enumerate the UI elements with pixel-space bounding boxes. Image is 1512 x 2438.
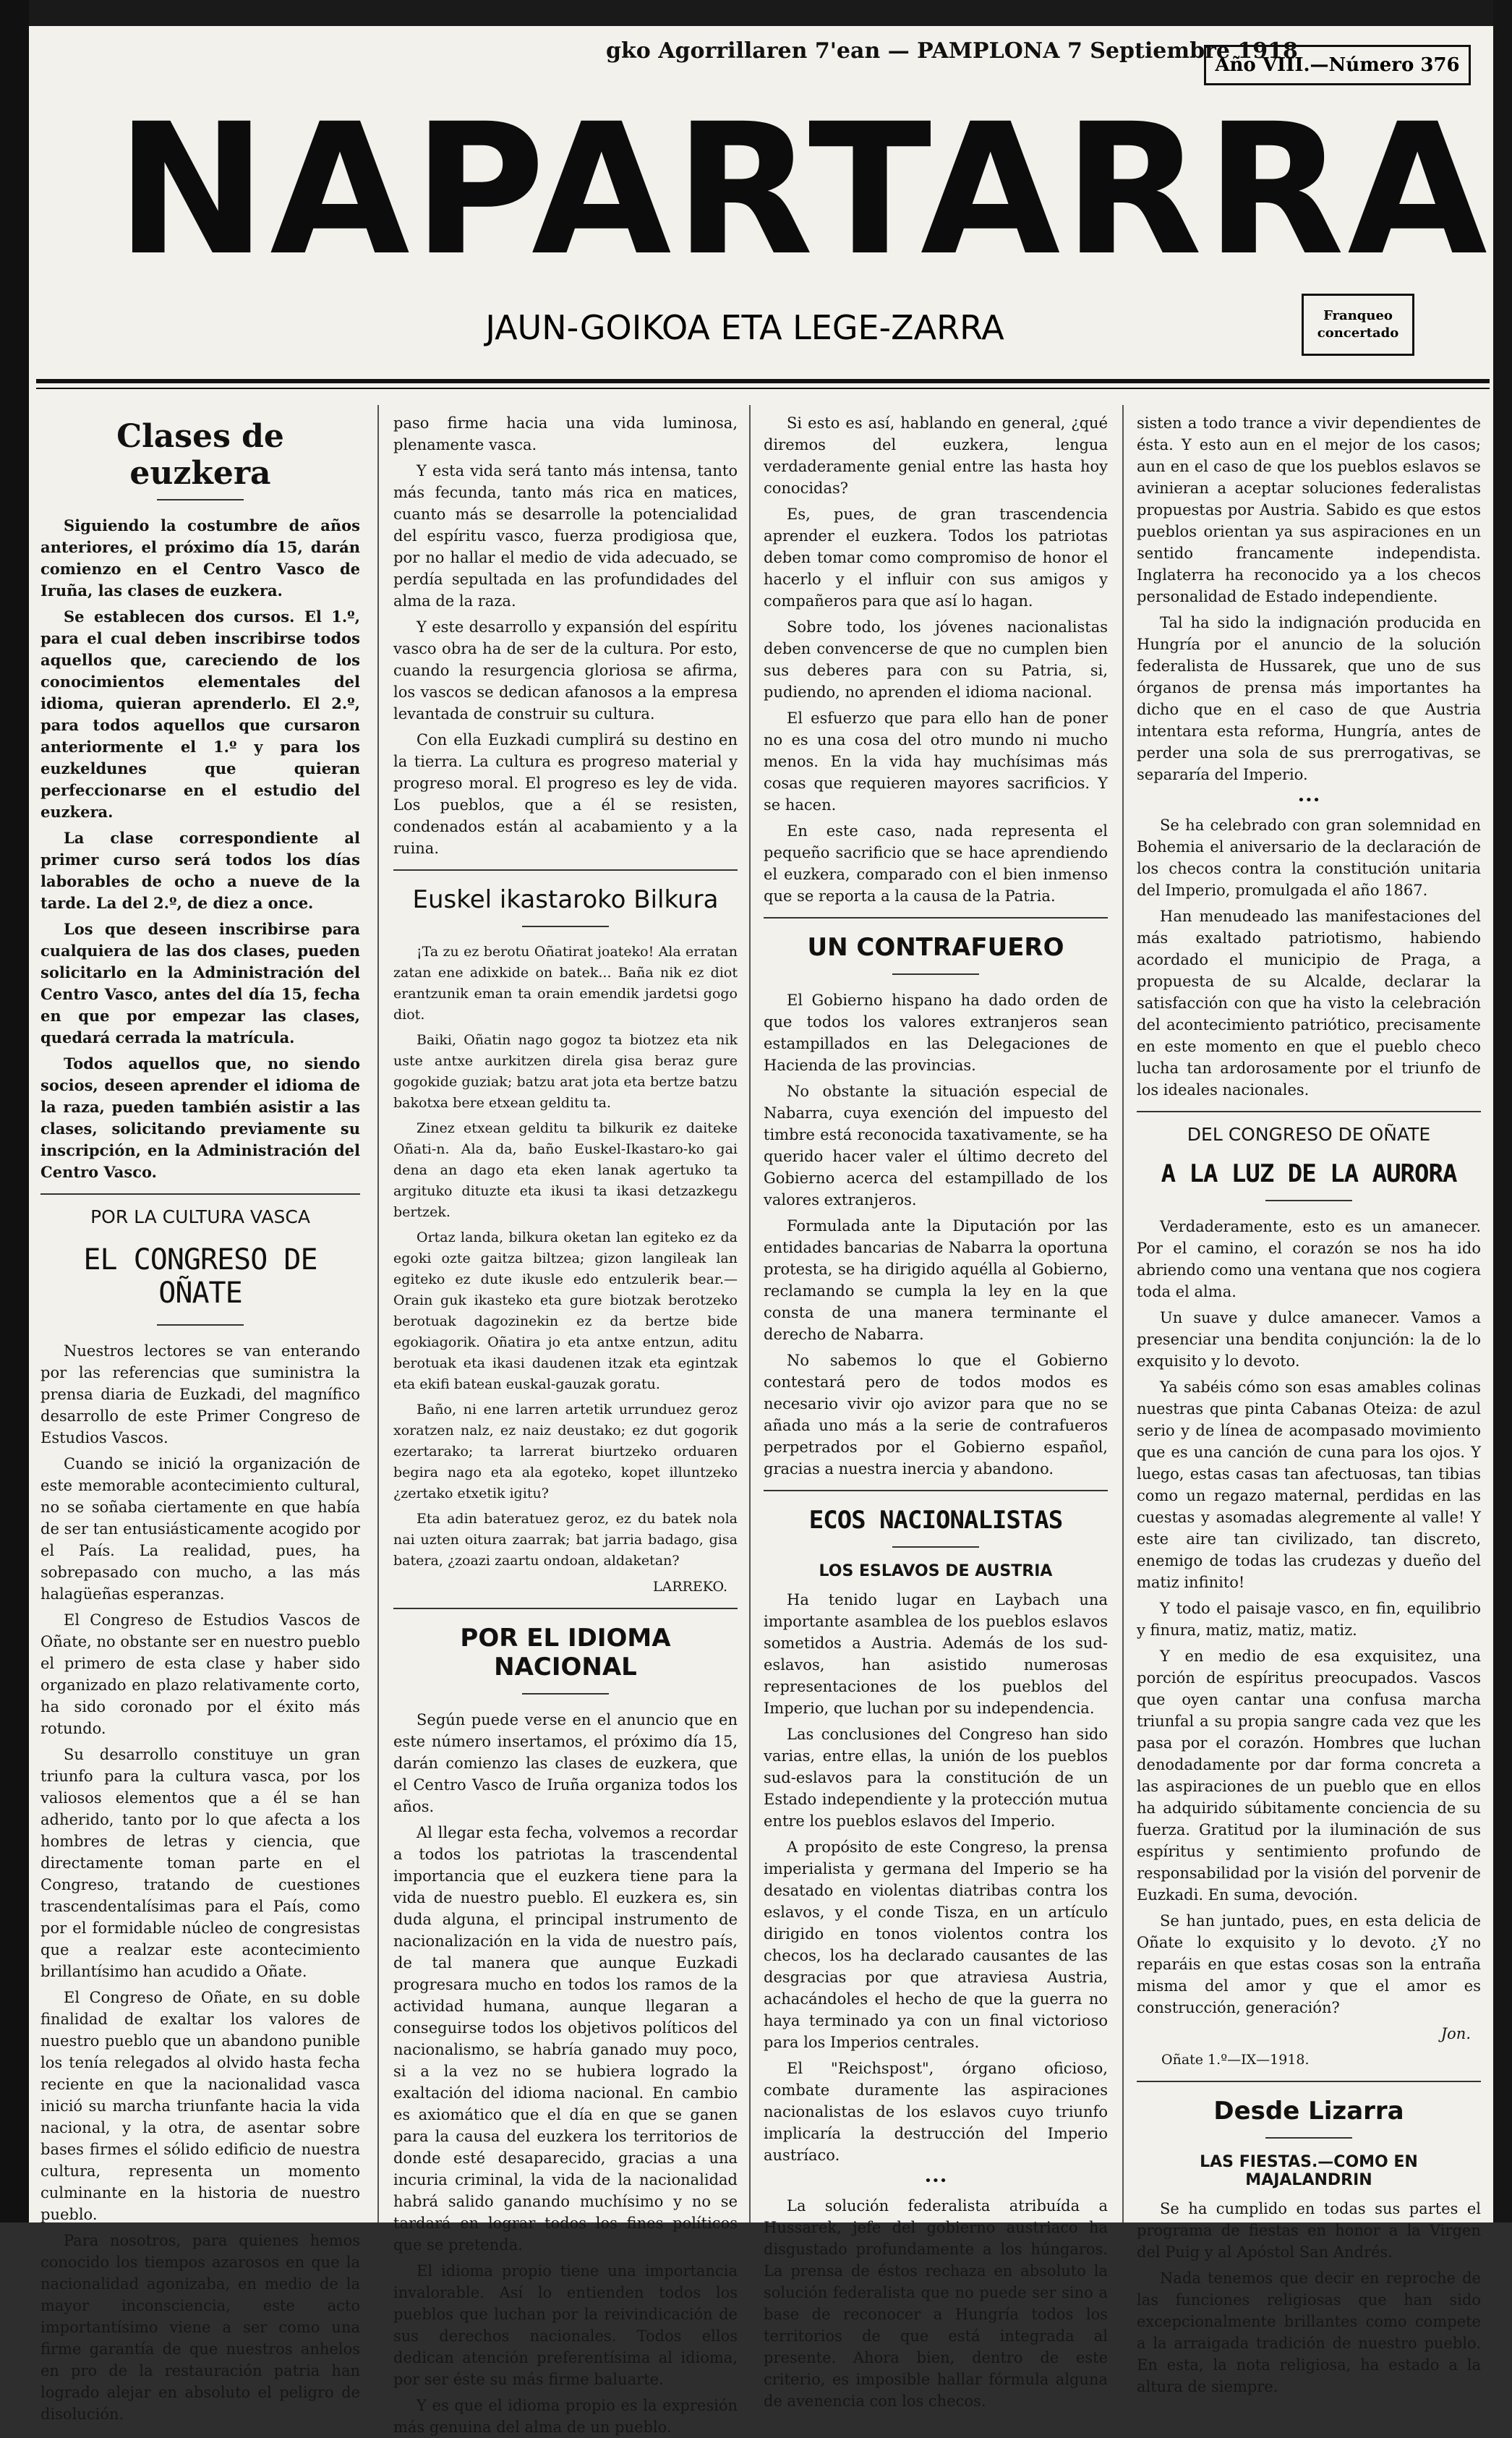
paragraph: Un suave y dulce amanecer. Vamos a presenciar una bendita conjunción: la de lo exquisito y lo devoto. [1137, 1309, 1481, 1370]
paragraph: El Congreso de Estudios Vascos de Oñate, no obstante ser en nuestro pueblo el primero de esta clase y haber sido organizado en plazo relativamente corto, ha sido coronado por el éxito más rotundo. [40, 1611, 361, 1737]
paragraph: En este caso, nada representa el pequeño sacrificio que se hace aprendiendo el euzkera, comparado con el bien inmenso que se reporta a la causa de la Patria. [764, 822, 1108, 905]
paragraph: Al llegar esta fecha, volvemos a recordar a todos los patriotas la trascendental importancia que el euzkera tiene para la vida de nuestro pueblo. El euzkera es, sin duda alguna, el principal instrumento de nacionalización en la vida de nuestro país, de tal manera que aunque Euzkadi progresara mucho en todos los ramos de la actividad humana, aunque llegaran a conseguirse todos los objetivos políticos del nacionalismo, se habría ganado muy poco, si a la vez no se hubiera logrado la exaltación del idioma nacional. En cambio es axiomático que el día en que se ganen para la causa del euzkera los territorios de donde esté desaparecido, gracias a una incuria criminal, la vida de la nacionalidad habrá salido ganando muchísimo y no se tardará en lograr todos los fines políticos que se pretenda. [393, 1824, 738, 2254]
column-4 [1137, 412, 1481, 2395]
paragraph: Siguiendo la costumbre de años anteriores, el próximo día 15, darán comienzo en el Centro Vasco de Iruña, las clases de euzkera. [40, 516, 360, 600]
article-title-clases: Clases de euzkera [116, 418, 284, 492]
column-2 [393, 412, 738, 2436]
title-rule [1265, 1200, 1352, 1201]
paragraph: Verdaderamente, esto es un amanecer. Por el camino, el corazón se nos ha ido abriendo como una ventana que nos cogiera toda el alma. [1137, 1218, 1481, 1300]
paragraph: Tal ha sido la indignación producida en Hungría por el anuncio de la solución federalista de Hussarek, que uno de sus órganos de prensa más importantes ha dicho que en el caso de que Austria intentara esta reforma, Hungría, antes de perder una sola de sus prerrogativas, se separaría del Imperio. [1137, 614, 1481, 783]
paragraph: A propósito de este Congreso, la prensa imperialista y germana del Imperio se ha desatado en violentas diatribas contra los eslavos, y el conde Tisza, en un artículo dirigido en tonos violentos contra los checos, los ha declarado causantes de las desgracias por que atraviesa Austria, achacándoles el hecho de que la guerra no haya terminado ya con un final victorioso para los Imperios centrales. [764, 1838, 1108, 2051]
title-rule [522, 1693, 609, 1695]
paragraph: El idioma propio tiene una importancia invalorable. Así lo entienden todos los pueblos que luchan por la reivindicación de sus derechos nacionales. Todos ellos dedican atención preferentísima al idioma, por ser éste su más firme baluarte. [393, 2262, 738, 2388]
paragraph: Se ha celebrado con gran solemnidad en Bohemia el aniversario de la declaración de los checos contra la constitución unitaria del Imperio, promulgada el año 1867. [1137, 817, 1481, 899]
paragraph: La clase correspondiente al primer curso será todos los días laborables de ocho a nueve de la tarde. La del 2.º, de diez a once. [40, 829, 360, 912]
paragraph: Nada tenemos que decir en reproche de las funciones religiosas que han sido excepcionalmente brillantes como compete a la arraigada tradición de nuestro pueblo. En esta, la nota religiosa, ha estado a la altura de siempre. [1137, 2269, 1481, 2395]
section-rule [40, 1193, 360, 1195]
paragraph: Si esto es así, hablando en general, ¿qué diremos del euzkera, lengua verdaderamente genial entre las hasta hoy conocidas? [764, 414, 1108, 497]
paragraph: Ha tenido lugar en Laybach una importante asamblea de los pueblos eslavos sometidos a Austria. Además de los sud-eslavos, han asistido numerosas representaciones de los pueblos del Imperio, que luchan por su independencia. [764, 1591, 1108, 1717]
paragraph: Y esta vida será tanto más intensa, tanto más fecunda, tanto más rica en matices, cuanto más se desarrolle la potencialidad del espíritu vasco, fuerza prodigiosa que, por no hallar el medio de vida adecuado, se perdía sepultada en las profundidades del alma de la raza. [393, 462, 738, 610]
paragraph: Y en medio de esa exquisitez, una porción de espíritus preocupados. Vascos que oyen cantar una confusa marcha triunfal a su propia sangre cada vez que les pasa por el corazón. Hombres que luchan denodadamente por dar forma concreta a las aspiraciones de un pueblo que en ellos ha adquirido súbitamente conciencia de su fuerza. Gratitud por la iluminación de sus espíritus y sentimiento profundo de responsabilidad por la visión del porvenir de Euzkadi. En suma, devoción. [1137, 1648, 1481, 1904]
title-rule [1265, 2137, 1352, 2139]
title-rule [522, 926, 609, 927]
paragraph: sisten a todo trance a vivir dependientes de ésta. Y esto aun en el mejor de los casos; aun en el caso de que los pueblos eslavos se avinieran a aceptar soluciones federalistas propuestas por Austria. Sabido es que estos pueblos orientan ya sus aspiraciones en un sentido francamente independista. Inglaterra ha reconocido ya a los checos personalidad de Estado independiente. [1137, 414, 1481, 605]
paragraph: Cuando se inició la organización de este memorable acontecimiento cultural, no se soñaba ciertamente en que había de ser tan entusiásticamente acogido por el País. La realidad, pues, ha sobrepasado con mucho, a las más halagüeñas esperanzas. [40, 1455, 360, 1603]
paragraph: Ya sabéis cómo son esas amables colinas nuestras que pinta Cabanas Oteiza: de azul serio y de línea de acompasado movimiento que es una canción de cuna para los ojos. Y luego, estas casas tan afectuosas, tan tibias como un regazo maternal, perdidas en las cuestas y asomadas alegremente al valle! Y este aire tan civilizado, tan discreto, enemigo de todas las crudezas y dueño del matiz infinito! [1137, 1378, 1481, 1591]
paragraph: Zinez etxean gelditu ta bilkurik ez daiteke Oñati-n. Ala da, baño Euskel-Ikastaro-ko gai dena an dago eta eken lanak agertuko ta argituko dituzte eta ikusi ta ikasi detzazkegu bertzek. [393, 1120, 738, 1220]
paragraph: No obstante la situación especial de Nabarra, cuya exención del impuesto del timbre está reconocida taxativamente, se ha querido hacer valer el último decreto del Gobierno acerca del estampillado de los valores extranjeros. [764, 1083, 1108, 1209]
column-divider [749, 405, 751, 2222]
article-title-idioma: POR EL IDIOMA NACIONAL [460, 1624, 671, 1682]
section-label-cultura: POR LA CULTURA VASCA [90, 1206, 310, 1227]
paragraph: Con ella Euzkadi cumplirá su destino en la tierra. La cultura es progreso material y progreso moral. El progreso es ley de vida. Los pueblos, que a él se resisten, condenados están al acabamiento y a la ruina. [393, 731, 738, 857]
paragraph: El esfuerzo que para ello han de poner no es una cosa del otro mundo ni mucho menos. En la vida hay muchísimas más cosas que requieren mayores sacrificios. Y se hacen. [764, 709, 1108, 814]
article-date: Oñate 1.º—IX—1918. [1161, 2052, 1310, 2068]
section-rule [393, 869, 738, 871]
masthead-title: NAPARTARRA [116, 85, 1490, 295]
paragraph: La solución federalista atribuída a Hussarek, jefe del gobierno austriaco ha disgustado profundamente a los húngaros. La prensa de éstos rechaza en absoluto la solución federalista que no puede ser sino a base de reconocer a Hungría todos los territorios de que está integrada al presente. Ahora bien, dentro de este criterio, es imposible hallar fórmula alguna de avenencia con los checos. [764, 2197, 1108, 2410]
section-rule [764, 917, 1108, 918]
paragraph: ¡Ta zu ez berotu Oñatirat joateko! Ala erratan zatan ene adixkide on batek... Baña nik ez diot erantzunik eman ta orain emendik jardetsi gogo diot. [393, 944, 738, 1023]
article-title-bilkura: Euskel ikastaroko Bilkura [412, 885, 719, 914]
section-rule [764, 1490, 1108, 1491]
paragraph: Y es que el idioma propio es la expresión más genuina del alma de un pueblo. [393, 2397, 738, 2436]
column-1 [40, 412, 361, 2423]
separator-dots: ••• [924, 2173, 947, 2188]
paragraph: El "Reichspost", órgano oficioso, combate duramente las aspiraciones nacionalistas de los eslavos cuyo triunfo implicaría la destrucción del Imperio austríaco. [764, 2060, 1108, 2164]
paragraph: Baño, ni ene larren artetik urrunduez geroz xoratzen nalz, ez naiz deustako; ez dut gogorik ezertarako; ta larrerat biurtzeko orduaren begira nago eta ala egoteko, kopet illuntzeko ¿zertako etxetik igitu? [393, 1402, 738, 1501]
title-rule [892, 973, 979, 975]
scan-left-edge [0, 0, 29, 2222]
franqueo-box: Franqueo concertado [1302, 294, 1414, 356]
paragraph: Según puede verse en el anuncio que en este número insertamos, el próximo día 15, darán comienzo las clases de euzkera, que el Centro Vasco de Iruña organiza todos los años. [393, 1711, 738, 1815]
column-divider [377, 405, 379, 2222]
title-rule [157, 1324, 244, 1326]
paragraph: paso firme hacia una vida luminosa, plenamente vasca. [393, 414, 738, 453]
section-rule [1137, 2081, 1481, 2082]
paragraph: Se establecen dos cursos. El 1.º, para el cual deben inscribirse todos aquellos que, careciendo de los conocimientos elementales del idioma, quieran aprenderlo. El 2.º, para todos aquellos que cursaron anteriormente el 1.º y para los euzkeldunes que quieran perfeccionarse en el estudio del euzkera. [40, 608, 360, 821]
subtitle-eslavos: LOS ESLAVOS DE AUSTRIA [819, 1562, 1053, 1580]
article-title-ecos: ECOS NACIONALISTAS [808, 1506, 1063, 1535]
paragraph: Su desarrollo constituye un gran triunfo para la cultura vasca, por los valiosos elementos que a él se han adherido, tanto por lo que afecta a los hombres de letras y ciencia, que directamente toman parte en el Congreso, tratando de cuestiones trascendentalísimas para el País, como por el formidable núcleo de congresistas que a realzar este acontecimiento brillantísimo han acudido a Oñate. [40, 1746, 360, 1980]
paragraph: Eta adin bateratuez geroz, ez du batek nola nai uzten oitura zaarrak; bat jarria badago, gisa batera, ¿zoazi zaartu ondoan, aldaketan? [393, 1511, 738, 1569]
paragraph: Las conclusiones del Congreso han sido varias, entre ellas, la unión de los pueblos sud-eslavos para la constitución de un Estado independiente y la protección mutua entre los pueblos eslavos del Imperio. [764, 1726, 1108, 1830]
scan-right-edge [1493, 0, 1512, 2222]
article-title-congreso: EL CONGRESO DE OÑATE [83, 1243, 317, 1310]
section-rule [393, 1608, 738, 1609]
paragraph: El Gobierno hispano ha dado orden de que todos los valores extranjeros sean estampillados en las Delegaciones de Hacienda de las provincias. [764, 992, 1108, 1074]
section-label-congreso: DEL CONGRESO DE OÑATE [1187, 1124, 1431, 1145]
article-title-aurora: A LA LUZ DE LA AURORA [1161, 1159, 1457, 1188]
dateline: gko Agorrillaren 7'ean — PAMPLONA 7 Septiembre 1918 [606, 38, 1298, 64]
paragraph: Y todo el paisaje vasco, en fin, equilibrio y finura, matiz, matiz, matiz. [1137, 1600, 1481, 1639]
paragraph: Se ha cumplido en todas sus partes el programa de fiestas en honor a la Virgen del Puig y al Apóstol San Andrés. [1137, 2200, 1481, 2261]
paragraph: Baiki, Oñatin nago gogoz ta biotzez eta nik uste antxe aurkitzen direla gisa beraz gure gogokide guziak; batzu arat jota eta bertze batzu bakotxa bere etxean gelditu ta. [393, 1032, 738, 1111]
paragraph: Todos aquellos que, no siendo socios, deseen aprender el idioma de la raza, pueden también asistir a las clases, solicitando previamente su inscripción, en la Administración del Centro Vasco. [40, 1054, 360, 1181]
paragraph: El Congreso de Oñate, en su doble finalidad de exaltar los valores de nuestro pueblo que un abandono punible los tenía relegados al olvido hasta fecha reciente en que la nacionalidad vasca inició su marcha triunfante hacia la vida nacional, y la otra, de asentar sobre bases firmes el sólido edificio de nuestra cultura, representa un momento culminante en la historia de nuestro pueblo. [40, 1989, 360, 2223]
paragraph: Ortaz landa, bilkura oketan lan egiteko ez da egoki ozte gaitza biltzea; gizon langileak lan egiteko ez dute ikusle edo entzulerik bear.— Orain guk ikasteko eta gure biotzak berotzeko berotuak dagozinekin ez da bertze bide egokiagorik. Oñatira jo eta antxe entzun, aditu berotuak eta ikasi daudenen itzak eta egintzak eta ekifi batean euskal-gauzak goratu. [393, 1229, 738, 1392]
masthead-motto: JAUN-GOIKOA ETA LEGE-ZARRA [485, 308, 1004, 347]
paragraph: No sabemos lo que el Gobierno contestará pero de todos modos es necesario vivir ojo avizor para que no se añada uno más a la serie de contrafueros perpetrados por el Gobierno español, gracias a nuestra inercia y abandono. [764, 1352, 1108, 1478]
title-rule [892, 1546, 979, 1548]
paragraph: Formulada ante la Diputación por las entidades bancarias de Nabarra la oportuna protesta, se ha dirigido aquélla al Gobierno, reclamando se cumpla la ley en la que consta de una manera terminante el derecho de Nabarra. [764, 1217, 1108, 1343]
paragraph: Nuestros lectores se van enterando por las referencias que suministra la prensa diaria de Euzkadi, del magnífico desarrollo de este Primer Congreso de Estudios Vascos. [40, 1342, 360, 1446]
paragraph: Los que deseen inscribirse para cualquiera de las dos clases, pueden solicitarlo en la Administración del Centro Vasco, antes del día 15, fecha en que por empezar las clases, quedará cerrada la matrícula. [40, 920, 360, 1047]
paragraph: Han menudeado las manifestaciones del más exaltado patriotismo, habiendo acordado el municipio de Praga, a propuesta de su Alcalde, declarar la satisfacción con que ha visto la celebración del acontecimiento patriótico, precisamente en este momento en que el pueblo checo lucha tan ardorosamente por el triunfo de los ideales nacionales. [1137, 908, 1481, 1099]
paragraph: Es, pues, de gran trascendencia aprender el euzkera. Todos los patriotas deben tomar como compromiso de honor el hacerlo y el influir con sus amigos y compañeros para que así lo hagan. [764, 506, 1108, 610]
paragraph: Y este desarrollo y expansión del espíritu vasco obra ha de ser de la cultura. Por esto, cuando la resurgencia gloriosa se afirma, los vascos se dedican afanosos a la empresa levantada de construir su cultura. [393, 618, 738, 723]
header-rule-thin [36, 388, 1490, 389]
subtitle-fiestas: LAS FIESTAS.—COMO EN MAJALANDRIN [1200, 2153, 1418, 2189]
scan-top-edge [0, 0, 1512, 26]
signature-jon: Jon. [1440, 2025, 1471, 2042]
signature-larreko: LARREKO. [652, 1579, 727, 1595]
article-title-contrafuero: UN CONTRAFUERO [807, 933, 1064, 962]
title-rule [157, 499, 244, 500]
separator-dots: ••• [1297, 793, 1320, 808]
paragraph: Sobre todo, los jóvenes nacionalistas deben convencerse de que no cumplen bien sus deberes para con su Patria, si, pudiendo, no aprenden el idioma nacional. [764, 618, 1108, 701]
column-3 [764, 412, 1108, 2410]
section-rule [1137, 1111, 1481, 1112]
paragraph: Para nosotros, para quienes hemos conocido los tiempos azarosos en que la nacionalidad agonizaba, en medio de la mayor inconsciencia, este acto importantísimo viene a ser como una firme garantía de que nuestros anhelos en pro de la restauración patria han logrado alejar en absoluto el peligro de disolución. [40, 2232, 360, 2423]
paragraph: Se han juntado, pues, en esta delicia de Oñate lo exquisito y lo devoto. ¿Y no reparáis en que estas cosas son la entraña misma del amor y que el amor es construcción, generación? [1137, 1912, 1481, 2016]
column-divider [1122, 405, 1124, 2222]
header-rule [36, 379, 1490, 383]
article-title-lizarra: Desde Lizarra [1213, 2097, 1404, 2126]
year-issue-box: Año VIII.—Número 376 [1204, 45, 1471, 85]
